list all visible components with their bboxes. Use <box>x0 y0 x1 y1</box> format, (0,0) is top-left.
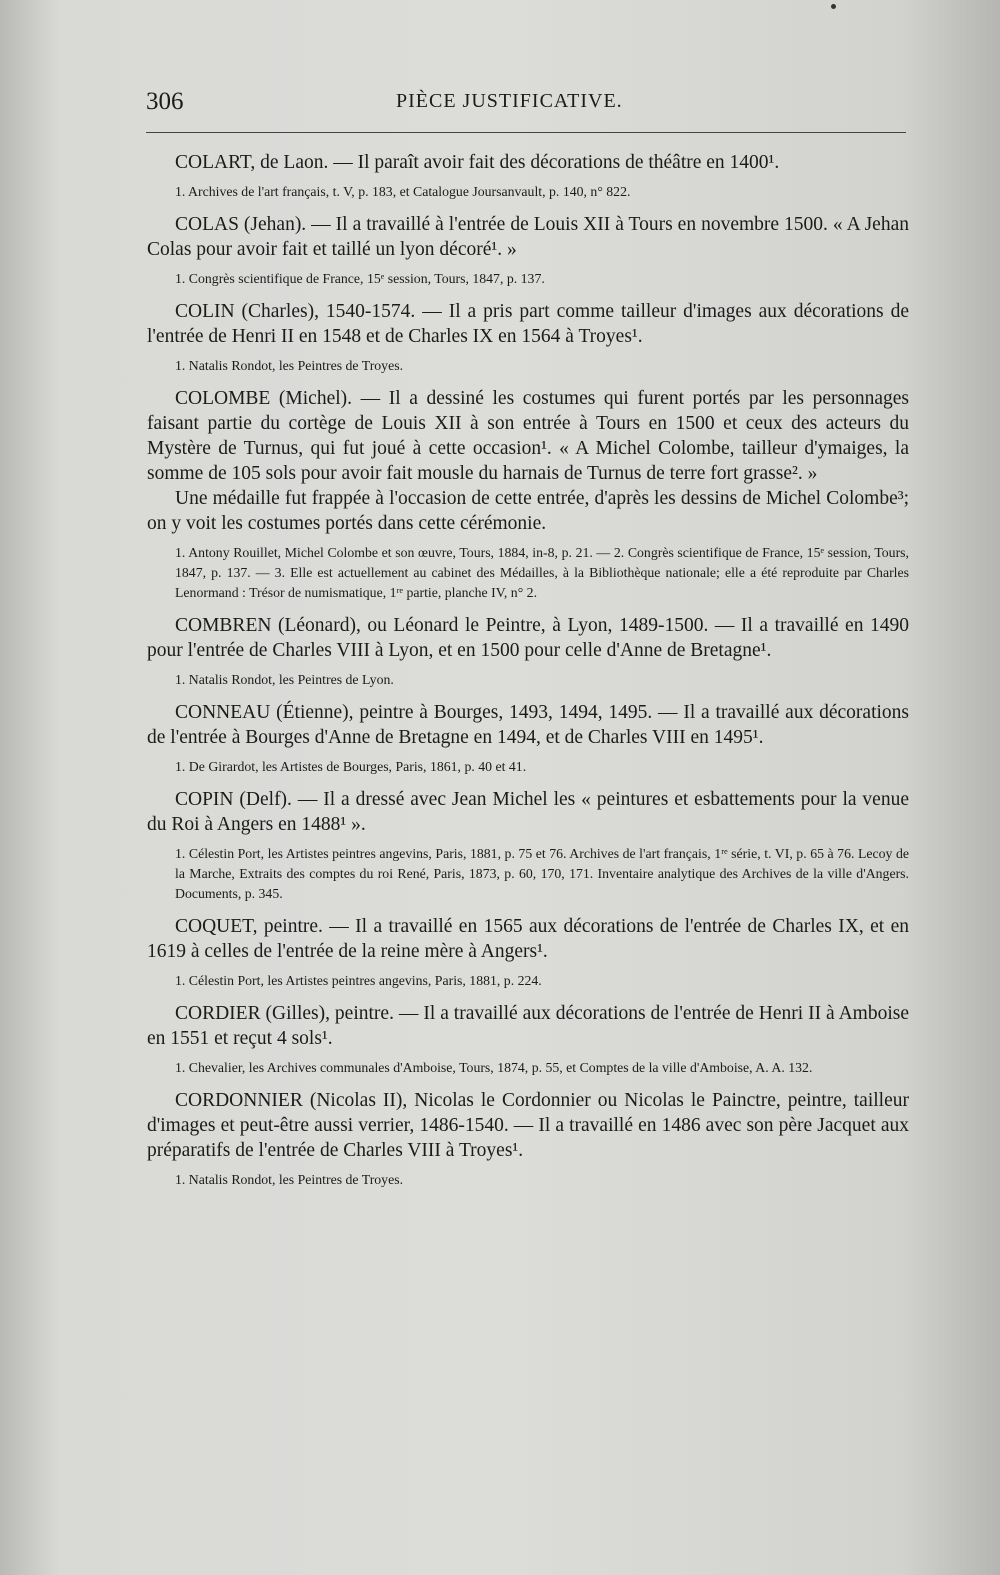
page-body <box>147 150 909 1200</box>
entry-paragraph: COQUET, peintre. — Il a travaillé en 1565 aux décorations de l'entrée de Charles IX, et en 1619 à celles de l'entrée de la reine mère à Angers¹. <box>147 916 909 962</box>
entry-combren <box>147 613 909 690</box>
page-header <box>146 88 906 133</box>
footnote: 1. De Girardot, les Artistes de Bourges, Paris, 1861, p. 40 et 41. <box>175 759 527 774</box>
entry-paragraph: COLART, de Laon. — Il paraît avoir fait des décorations de théâtre en 1400¹. <box>175 152 780 173</box>
entry-copin <box>147 787 909 904</box>
footnote: 1. Archives de l'art français, t. V, p. 183, et Catalogue Joursanvault, p. 140, n° 822. <box>175 184 631 199</box>
entry-paragraph: CORDIER (Gilles), peintre. — Il a travaillé aux décorations de l'entrée de Henri II à Amboise en 1551 et reçut 4 sols¹. <box>147 1003 909 1049</box>
entry-paragraph: COLAS (Jehan). — Il a travaillé à l'entrée de Louis XII à Tours en novembre 1500. « A Jehan Colas pour avoir fait et taillé un lyon décoré¹. » <box>147 214 909 260</box>
ink-spot <box>831 4 836 9</box>
entry-conneau <box>147 700 909 777</box>
footnote: 1. Célestin Port, les Artistes peintres angevins, Paris, 1881, p. 75 et 76. Archives de l'art français, 1ʳᵉ série, t. VI, p. 65 à 76. Lecoy de la Marche, Extraits des comptes du roi René, Paris, 1873, p. 60, 170, 171. Inventaire analytique des Archives de la ville d'Angers. Documents, p. 345. <box>175 846 909 901</box>
entry-colart <box>147 150 909 202</box>
entry-cordonnier <box>147 1088 909 1190</box>
entry-paragraph: COMBREN (Léonard), ou Léonard le Peintre, à Lyon, 1489-1500. — Il a travaillé en 1490 pour l'entrée de Charles VIII à Lyon, et en 1500 pour celle d'Anne de Bretagne¹. <box>147 615 909 661</box>
entry-paragraph: COLOMBE (Michel). — Il a dessiné les costumes qui furent portés par les personnages faisant partie du cortège de Louis XII à son entrée à Tours en 1500 et ceux des acteurs du Mystère de Turnus, qui fut joué à cette occasion¹. « A Michel Colombe, tailleur d'ymaiges, la somme de 105 sols pour avoir fait mousle du harnais de Turnus de terre fort grasse². » <box>147 388 909 484</box>
entry-paragraph: COPIN (Delf). — Il a dressé avec Jean Michel les « peintures et esbattements pour la venue du Roi à Angers en 1488¹ ». <box>147 789 909 835</box>
footnote: 1. Natalis Rondot, les Peintres de Lyon. <box>175 672 394 687</box>
running-title: PIÈCE JUSTIFICATIVE. <box>396 90 623 112</box>
footnote: 1. Natalis Rondot, les Peintres de Troyes. <box>175 1172 404 1187</box>
entry-cordier <box>147 1001 909 1078</box>
entry-colombe <box>147 386 909 603</box>
entry-colin <box>147 299 909 376</box>
entry-paragraph: COLIN (Charles), 1540-1574. — Il a pris part comme tailleur d'images aux décorations de l'entrée de Henri II en 1548 et de Charles IX en 1564 à Troyes¹. <box>147 301 909 347</box>
footnote: 1. Célestin Port, les Artistes peintres angevins, Paris, 1881, p. 224. <box>175 973 542 988</box>
entry-paragraph: CONNEAU (Étienne), peintre à Bourges, 1493, 1494, 1495. — Il a travaillé aux décorations de l'entrée à Bourges d'Anne de Bretagne en 1494, et de Charles VIII en 1495¹. <box>147 702 909 748</box>
entry-paragraph: CORDONNIER (Nicolas II), Nicolas le Cordonnier ou Nicolas le Painctre, peintre, tailleur d'images et peut-être aussi verrier, 1486-1540. — Il a travaillé en 1486 avec son père Jacquet aux préparatifs de l'entrée de Charles VIII à Troyes¹. <box>147 1090 909 1161</box>
footnote: 1. Natalis Rondot, les Peintres de Troyes. <box>175 358 404 373</box>
page-number: 306 <box>146 88 184 115</box>
entry-colas <box>147 212 909 289</box>
footnote: 1. Congrès scientifique de France, 15ᵉ session, Tours, 1847, p. 137. <box>175 271 545 286</box>
entry-paragraph: Une médaille fut frappée à l'occasion de cette entrée, d'après les dessins de Michel Colombe³; on y voit les costumes portés dans cette cérémonie. <box>147 488 909 534</box>
footnote: 1. Chevalier, les Archives communales d'Amboise, Tours, 1874, p. 55, et Comptes de la ville d'Amboise, A. A. 132. <box>175 1060 813 1075</box>
footnote: 1. Antony Rouillet, Michel Colombe et son œuvre, Tours, 1884, in-8, p. 21. — 2. Congrès scientifique de France, 15ᵉ session, Tours, 1847, p. 137. — 3. Elle est actuellement au cabinet des Médailles, à la Bibliothèque nationale; elle a été reproduite par Charles Lenormand : Trésor de numismatique, 1ʳᵉ partie, planche IV, n° 2. <box>175 545 909 600</box>
entry-coquet <box>147 914 909 991</box>
